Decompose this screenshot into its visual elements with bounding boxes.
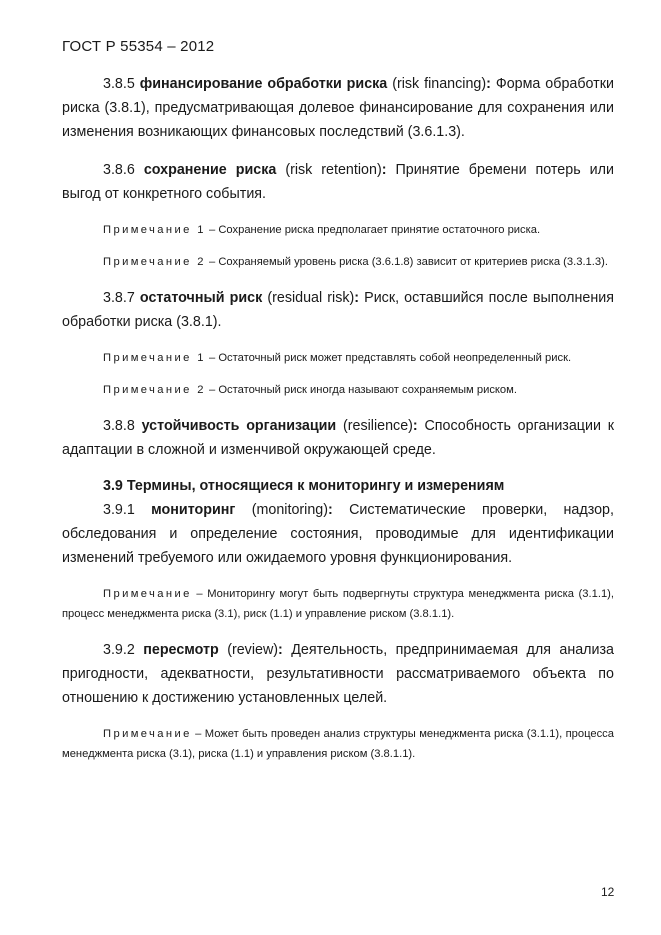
note: Примечание 1 – Остаточный риск может представлять собой неопределенный риск. bbox=[103, 352, 572, 364]
term-name: финансирование обработки риска bbox=[139, 76, 388, 92]
note-label: Примечание 1 bbox=[103, 224, 206, 236]
term-entry-3-9-1: 3.9.1 мониторинг (monitoring): Систематические проверки, надзор, обследования и определение состояния, проводимые для идентификации изменений требуемого или ожидаемого уровня функционирования. bbox=[62, 502, 614, 566]
term-entry-3-8-6: 3.8.6 сохранение риска (risk retention): Принятие бремени потерь или выгод от конкретного события. bbox=[62, 162, 614, 202]
note: Примечание 1 – Сохранение риска предполагает принятие остаточного риска. bbox=[103, 224, 541, 236]
term-english: (review) bbox=[227, 642, 279, 658]
page-number: 12 bbox=[601, 885, 615, 899]
section-heading-3-9: 3.9 Термины, относящиеся к мониторингу и измерениям bbox=[103, 478, 505, 494]
term-definition: Деятельность, предпринимаемая для анализа пригодности, адекватности, результативности рассматриваемого объекта по отношению к достижению установленных целей. bbox=[62, 642, 614, 706]
term-entry-3-8-5: 3.8.5 финансирование обработки риска (risk financing): Форма обработки риска (3.8.1), предусматривающая долевое финансирование для сохранения или изменения возникающих финансовых последствий (3.6.1.3). bbox=[62, 76, 614, 140]
term-english: (monitoring) bbox=[251, 502, 328, 518]
term-name: остаточный риск bbox=[139, 290, 263, 306]
term-number: 3.8.6 bbox=[103, 162, 135, 178]
term-definition: Форма обработки риска (3.8.1), предусматривающая долевое финансирование для сохранения или изменения возникающих финансовых последствий (3.6.1.3). bbox=[62, 76, 614, 140]
term-english: (risk retention) bbox=[285, 162, 382, 178]
note: Примечание – Может быть проведен анализ структуры менеджмента риска (3.1.1), процесса менеджмента риска (3.1), риска (1.1) и управления риском (3.8.1.1). bbox=[62, 728, 614, 760]
term-definition: Способность организации к адаптации в сложной и изменчивой окружающей среде. bbox=[62, 418, 614, 458]
term-definition: Систематические проверки, надзор, обследования и определение состояния, проводимые для идентификации изменений требуемого или ожидаемого уровня функционирования. bbox=[62, 502, 614, 566]
note-label: Примечание bbox=[103, 588, 192, 600]
term-entry-3-8-7: 3.8.7 остаточный риск (residual risk): Риск, оставшийся после выполнения обработки риска (3.8.1). bbox=[62, 290, 614, 330]
term-definition: Риск, оставшийся после выполнения обработки риска (3.8.1). bbox=[62, 290, 614, 330]
note-text: Мониторингу могут быть подвергнуты структура менеджмента риска (3.1.1), процесс менеджмента риска (3.1), риск (1.1) и управление риском (3.8.1.1). bbox=[62, 588, 614, 620]
note-label: Примечание 2 bbox=[103, 256, 206, 268]
document-header: ГОСТ Р 55354 – 2012 bbox=[62, 38, 215, 55]
term-english: (residual risk) bbox=[267, 290, 355, 306]
document-body bbox=[62, 72, 614, 764]
term-name: мониторинг bbox=[151, 502, 236, 518]
term-number: 3.8.5 bbox=[103, 76, 135, 92]
term-number: 3.8.7 bbox=[103, 290, 135, 306]
term-english: (risk financing) bbox=[392, 76, 487, 92]
term-number: 3.8.8 bbox=[103, 418, 135, 434]
note-text: Остаточный риск может представлять собой неопределенный риск. bbox=[218, 352, 572, 364]
term-definition: Принятие бремени потерь или выгод от конкретного события. bbox=[62, 162, 614, 202]
term-name: сохранение риска bbox=[143, 162, 277, 178]
term-entry-3-9-2: 3.9.2 пересмотр (review): Деятельность, предпринимаемая для анализа пригодности, адекватности, результативности рассматриваемого объекта по отношению к достижению установленных целей. bbox=[62, 642, 614, 706]
term-number: 3.9.2 bbox=[103, 642, 135, 658]
term-name: устойчивость организации bbox=[141, 418, 337, 434]
note-text: Может быть проведен анализ структуры менеджмента риска (3.1.1), процесса менеджмента риска (3.1), риска (1.1) и управления риском (3.8.1.1). bbox=[62, 728, 614, 760]
note-label: Примечание bbox=[103, 728, 192, 740]
note: Примечание 2 – Остаточный риск иногда называют сохраняемым риском. bbox=[103, 384, 517, 396]
term-entry-3-8-8: 3.8.8 устойчивость организации (resilience): Способность организации к адаптации в сложной и изменчивой окружающей среде. bbox=[62, 418, 614, 458]
note-text: Остаточный риск иногда называют сохраняемым риском. bbox=[218, 384, 517, 396]
note-text: Сохранение риска предполагает принятие остаточного риска. bbox=[218, 224, 541, 236]
term-name: пересмотр bbox=[143, 642, 219, 658]
term-english: (resilience) bbox=[343, 418, 413, 434]
note-label: Примечание 1 bbox=[103, 352, 206, 364]
note-text: Сохраняемый уровень риска (3.6.1.8) зависит от критериев риска (3.3.1.3). bbox=[218, 256, 608, 268]
term-number: 3.9.1 bbox=[103, 502, 135, 518]
note: Примечание – Мониторингу могут быть подвергнуты структура менеджмента риска (3.1.1), процесс менеджмента риска (3.1), риск (1.1) и управление риском (3.8.1.1). bbox=[62, 588, 614, 620]
note-label: Примечание 2 bbox=[103, 384, 206, 396]
note: Примечание 2 – Сохраняемый уровень риска (3.6.1.8) зависит от критериев риска (3.3.1.3). bbox=[103, 256, 608, 268]
